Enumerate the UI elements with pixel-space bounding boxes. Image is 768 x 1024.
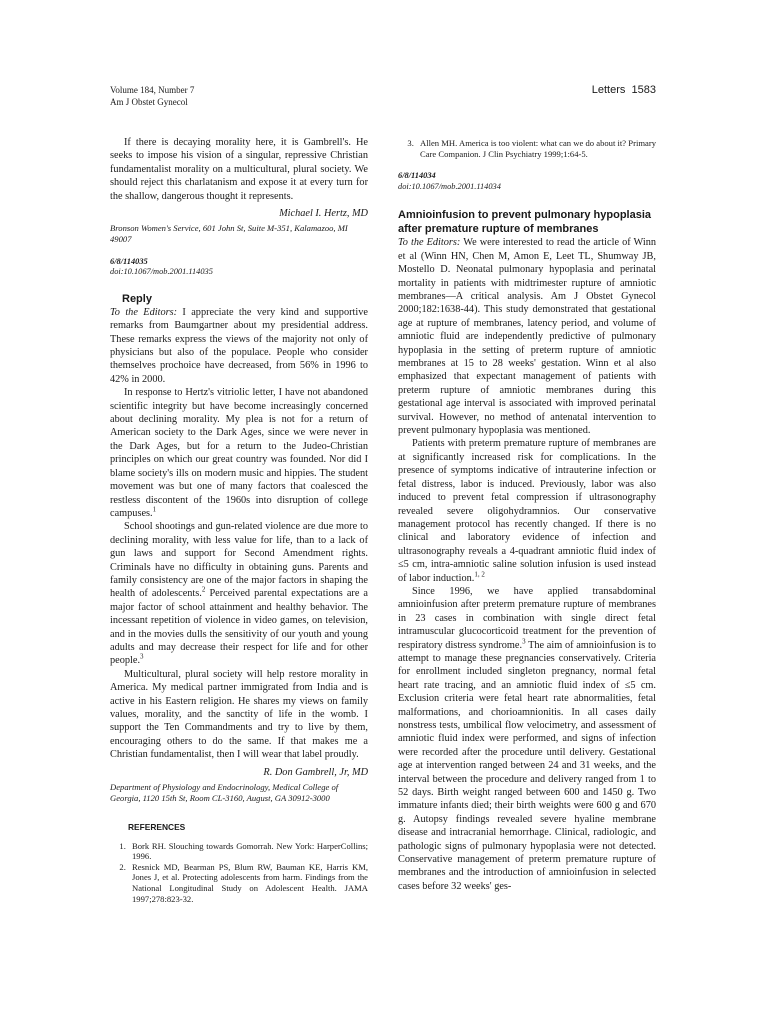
references-list-continued bbox=[398, 138, 656, 159]
reply-address: Department of Physiology and Endocrinology, Medical College of Georgia, 1120 15th St, Room CL-3160, August, GA 30912-3000 bbox=[110, 782, 339, 803]
left-column bbox=[110, 136, 368, 904]
reply-p2-text: In response to Hertz's vitriolic letter, I have not abandoned scientific integrity but have become increasingly concerned about declining morality. My plea is not for a return of American society to the Dark Ages, since we were never in the Dark Ages, but for a return to the Judeo-Christian principles on which our great country was founded. Nor did I blame society's ills on modern music and hippies. The student movement was but one of many factors that coalesced the restless discontent of the 1960s into disruption of college campuses. bbox=[110, 387, 368, 519]
article-paragraph-2 bbox=[398, 437, 656, 584]
running-header-left bbox=[110, 84, 194, 108]
page-number: 1583 bbox=[631, 84, 656, 96]
reply-heading: Reply bbox=[122, 292, 152, 305]
article-p2-text: Patients with preterm premature rupture of membranes are at significantly increased risk for complications. In the presence of symptoms indicative of intrauterine infection or fetal distress, labor is induced. Previously, labor was also induced to prevent fetal compression if ultrasonography revealed severe oligohydramnios. Our conservative management protocol has recently changed. If there is no clinical and laboratory evidence of infection and ultrasonography reveals a 4-quadrant amniotic fluid index of ≤5 cm, intra-amniotic saline solution infusion is used instead of labor induction. bbox=[398, 438, 656, 584]
reply-paragraph-1 bbox=[110, 306, 368, 386]
reference-item: 2. Resnick MD, Bearman PS, Blum RW, Bauman KE, Harris KM, Jones J, et al. Protecting adolescents from harm. Findings from the National Longitudinal Study on Adolescent Health. JAMA 1997;278:823-32. bbox=[128, 862, 368, 904]
article-salutation: To the Editors: bbox=[398, 237, 461, 249]
journal-name: Am J Obstet Gynecol bbox=[110, 97, 188, 107]
reply-salutation: To the Editors: bbox=[110, 306, 178, 318]
letter2-doi-block bbox=[398, 171, 656, 192]
reference-item: 1. Bork RH. Slouching towards Gomorrah. New York: HarperCollins; 1996. bbox=[128, 841, 368, 862]
article-paragraph-1 bbox=[398, 236, 656, 437]
article-p3b-text: The aim of amnioinfusion is to attempt to manage these pregnancies conservatively. Criteria for enrollment included singleton pregnancy, normal fetal heart rate tracing, and an amniotic fluid index of ≤5 cm. Exclusion criteria were fetal heart rate abnormalities, fetal malformations, and chorioamnionitis. In all cases daily nonstress tests, umbilical flow velocimetry, and assessment of amniotic fluid index were performed, and signs of infection were recorded after the procedure until delivery. Gestational age at intervention ranged between 24 and 31 weeks, and the interval between the procedure and delivery ranged from 1 to 52 days. Birth weight ranged between 600 and 1450 g. Two immature infants died; their birth weights were 600 g and 670 g. Autopsy findings revealed severe hyaline membrane disease and intracranial hemorrhage. Clinical, radiologic, and pathologic signs of pulmonary hypoplasia were not detected. Conservative management of preterm premature rupture of membranes and the introduction of amnioinfusion in selected cases before 32 weeks' ges- bbox=[398, 639, 656, 892]
letter1-address: Bronson Women's Service, 601 John St, Suite M-351, Kalamazoo, MI 49007 bbox=[110, 223, 348, 245]
reply-paragraph-3 bbox=[110, 520, 368, 667]
running-header-right bbox=[560, 84, 656, 96]
letter1-doi: doi:10.1067/mob.2001.114035 bbox=[110, 267, 213, 277]
reply-p3b-text: Perceived parental expectations are a major factor of school attainment and healthy behavior. The incessant repetition of violence in video games, on television, and in the movies dulls the sensitivity of our youth and young adults and may decrease their respect for life and for other people. bbox=[110, 588, 369, 667]
letter1-code: 6/8/114035 bbox=[110, 256, 148, 266]
article-p3a-text: Since 1996, we have applied transabdominal amnioinfusion after preterm premature rupture of membranes in 23 cases in combination with single direct fetal intramuscular glucocorticoid treatment for the prevention of respiratory distress syndrome. bbox=[398, 585, 656, 651]
references-heading: REFERENCES bbox=[128, 822, 186, 833]
letter1-paragraph: If there is decaying morality here, it is Gambrell's. He seeks to impose his vision of a singular, repressive Christian fundamentalist morality on a multicultural, plural society. We should reject this charlatanism and expose it at every turn for the shallow, dangerous thought it represents. bbox=[110, 137, 368, 202]
right-column bbox=[398, 138, 656, 893]
article-p3-citation: 3 bbox=[522, 637, 526, 646]
references-list bbox=[110, 841, 368, 905]
letter1-doi-block bbox=[110, 257, 368, 278]
reply-p3-citation-2: 3 bbox=[140, 652, 144, 661]
reply-p3-citation-1: 2 bbox=[201, 585, 206, 594]
letter2-doi: doi:10.1067/mob.2001.114034 bbox=[398, 181, 501, 191]
article-p2-citation: 1, 2 bbox=[474, 570, 485, 579]
reply-p3a-text: School shootings and gun-related violence are due more to declining morality, with less value for life, than to a lack of gun laws and support for Second Amendment rights. Criminals have no difficulty in obtaining guns. Parents and family consistency are one of the major factors in shaping the health of adolescents. bbox=[110, 521, 368, 600]
reply-paragraph-4: Multicultural, plural society will help restore morality in America. My medical partner immigrated from India and is active in his Eastern religion. He shares my views on family values, morality, and the sanctity of life in the womb. I support the Ten Commandments and try to live by them, encouraging others to do the same. If that makes me a Christian fundamentalist, then I will wear that label proudly. bbox=[110, 668, 368, 761]
reply-p2-citation: 1 bbox=[152, 505, 157, 514]
reply-author: R. Don Gambrell, Jr, MD bbox=[263, 766, 368, 778]
letter2-code: 6/8/114034 bbox=[398, 171, 436, 181]
section-name: Letters bbox=[591, 84, 626, 96]
reply-paragraph-2 bbox=[110, 386, 368, 520]
volume-number: Volume 184, Number 7 bbox=[110, 85, 195, 95]
article-paragraph-3 bbox=[398, 585, 656, 893]
reference-item: 3. Allen MH. America is too violent: what can we do about it? Primary Care Companion. J Clin Psychiatry 1999;1:64-5. bbox=[416, 138, 656, 159]
letter1-author: Michael I. Hertz, MD bbox=[279, 208, 368, 220]
article-title: Amnioinfusion to prevent pulmonary hypoplasia after premature rupture of membranes bbox=[398, 209, 652, 236]
reply-p1-text: I appreciate the very kind and supportive remarks from Baumgartner about my presidential address. These remarks express the views of the majority not only of physicians but also of the populace. People who consider themselves prochoice have decreased, from 56% in 1996 to 42% in 2000. bbox=[110, 306, 368, 385]
article-p1-text: We were interested to read the article of Winn et al (Winn HN, Chen M, Amon E, Leet TL, Shumway JB, Mostello D. Neonatal pulmonary hypoplasia and perinatal mortality in patients with midtrimester rupture of amniotic membranes—A critical analysis. Am J Obstet Gynecol 2000;182:1638-44). This study demonstrated that gestational age at rupture of membranes, latency period, and volume of amniotic fluid are independently predictive of pulmonary hypoplasia in the setting of preterm rupture of amniotic membranes at 15 to 28 weeks' gestation. Winn et al also emphasized that expectant management of patients with preterm rupture of amniotic membranes during this gestational age interval is associated with improved perinatal survival. However, no method of antenatal intervention to prevent pulmonary hypoplasia was mentioned. bbox=[398, 237, 656, 437]
